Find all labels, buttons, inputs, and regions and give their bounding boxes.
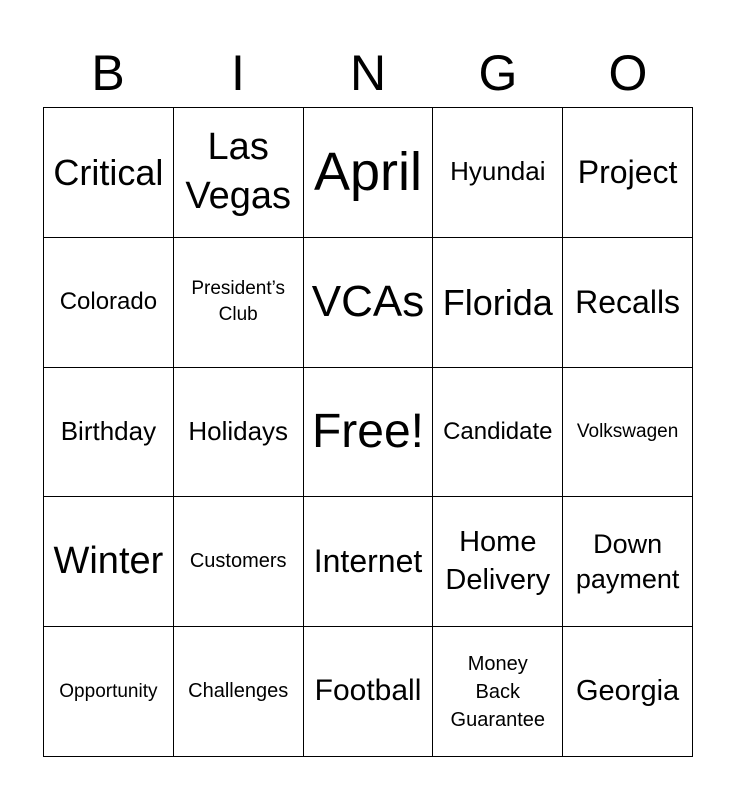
cell-text: President’s Club (191, 277, 286, 326)
cell-text: Project (577, 154, 678, 190)
bingo-header (43, 40, 693, 106)
cell-text: Recalls (575, 283, 681, 320)
cell-text: Opportunity (59, 680, 158, 702)
cell-text: Winter (53, 539, 164, 582)
bingo-cell (563, 238, 693, 368)
bingo-cell (44, 497, 174, 627)
bingo-cell (563, 368, 693, 498)
bingo-cell (174, 627, 304, 757)
bingo-cell (433, 108, 563, 238)
bingo-cell (433, 368, 563, 498)
cell-text: Holidays (188, 416, 289, 447)
bingo-cell (174, 497, 304, 627)
cell-text: Colorado (59, 288, 158, 316)
bingo-cell (174, 238, 304, 368)
cell-text: Free! (311, 405, 424, 459)
cell-text: Florida (442, 281, 553, 323)
header-letter-n: N (349, 45, 387, 101)
header-letter-b: B (91, 45, 125, 101)
bingo-cell (174, 108, 304, 238)
bingo-cell (304, 368, 434, 498)
bingo-cell (304, 238, 434, 368)
header-letter-i: I (231, 45, 245, 101)
bingo-cell (433, 238, 563, 368)
bingo-cell (304, 108, 434, 238)
cell-text: Critical (53, 151, 164, 193)
bingo-cell (44, 627, 174, 757)
bingo-cell (44, 368, 174, 498)
bingo-cell (433, 497, 563, 627)
cell-text: Las Vegas (185, 126, 292, 218)
cell-text: Georgia (576, 674, 680, 707)
cell-text: Volkswagen (576, 421, 679, 443)
header-letter-g: G (478, 45, 518, 101)
bingo-grid (43, 107, 693, 757)
bingo-cell (44, 238, 174, 368)
cell-text: Challenges (188, 680, 289, 703)
cell-text: Candidate (443, 418, 553, 446)
bingo-cell (44, 108, 174, 238)
cell-text: Money Back Guarantee (450, 652, 546, 731)
bingo-cell (563, 627, 693, 757)
bingo-cell (433, 627, 563, 757)
bingo-cell (563, 497, 693, 627)
cell-text: VCAs (311, 276, 425, 326)
cell-text: Internet (313, 543, 423, 580)
bingo-cell (304, 497, 434, 627)
bingo-cell (174, 368, 304, 498)
cell-text: Birthday (60, 416, 157, 447)
cell-text: April (313, 142, 422, 203)
cell-text: Home Delivery (445, 526, 551, 596)
bingo-cell (563, 108, 693, 238)
bingo-cell (304, 627, 434, 757)
cell-text: Football (314, 674, 422, 708)
cell-text: Down payment (575, 528, 680, 594)
header-letter-o: O (608, 45, 648, 101)
cell-text: Customers (189, 550, 287, 573)
cell-text: Hyundai (450, 156, 546, 187)
